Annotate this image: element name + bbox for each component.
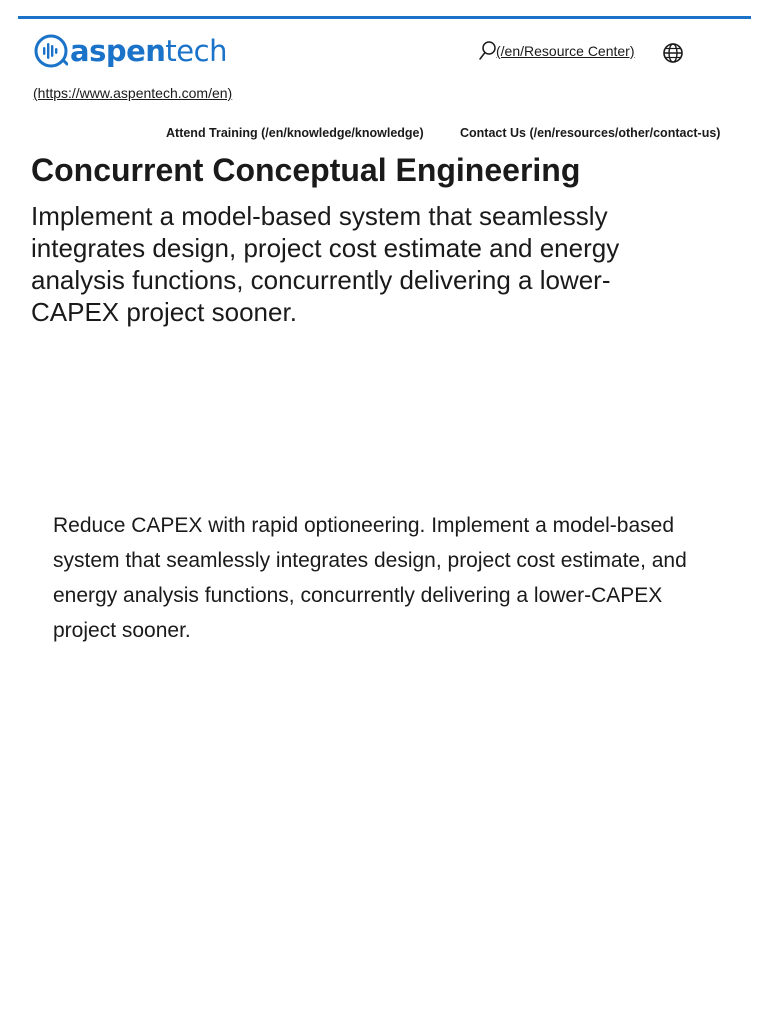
home-link[interactable]: (https://www.aspentech.com/en) <box>33 85 233 101</box>
nav-attend-training[interactable]: Attend Training (/en/knowledge/knowledge) <box>166 126 424 140</box>
aspentech-logo-icon <box>34 34 68 68</box>
page-title: Concurrent Conceptual Engineering <box>31 152 581 188</box>
resource-center-link[interactable] <box>478 40 635 62</box>
aspentech-logo-link[interactable] <box>34 34 227 68</box>
nav-contact-us[interactable]: Contact Us (/en/resources/other/contact-us) <box>460 126 721 140</box>
page-subtitle: Implement a model-based system that seamlessly integrates design, project cost estimate and energy analysis functions, concurrently delivering a lower-CAPEX project sooner. <box>31 201 620 327</box>
resource-center-label: (/en/Resource Center) <box>496 43 635 59</box>
search-icon <box>478 40 496 62</box>
globe-icon[interactable] <box>662 42 684 64</box>
body-paragraph: Reduce CAPEX with rapid optioneering. Implement a model-based system that seamlessly integrates design, project cost estimate, and energy analysis functions, concurrently delivering a lower-CAPEX project sooner. <box>53 514 687 642</box>
logo-wordmark <box>70 34 227 68</box>
logo-wordmark-bold: aspen <box>70 34 166 68</box>
top-divider <box>18 16 751 19</box>
logo-wordmark-light: tech <box>165 34 227 68</box>
